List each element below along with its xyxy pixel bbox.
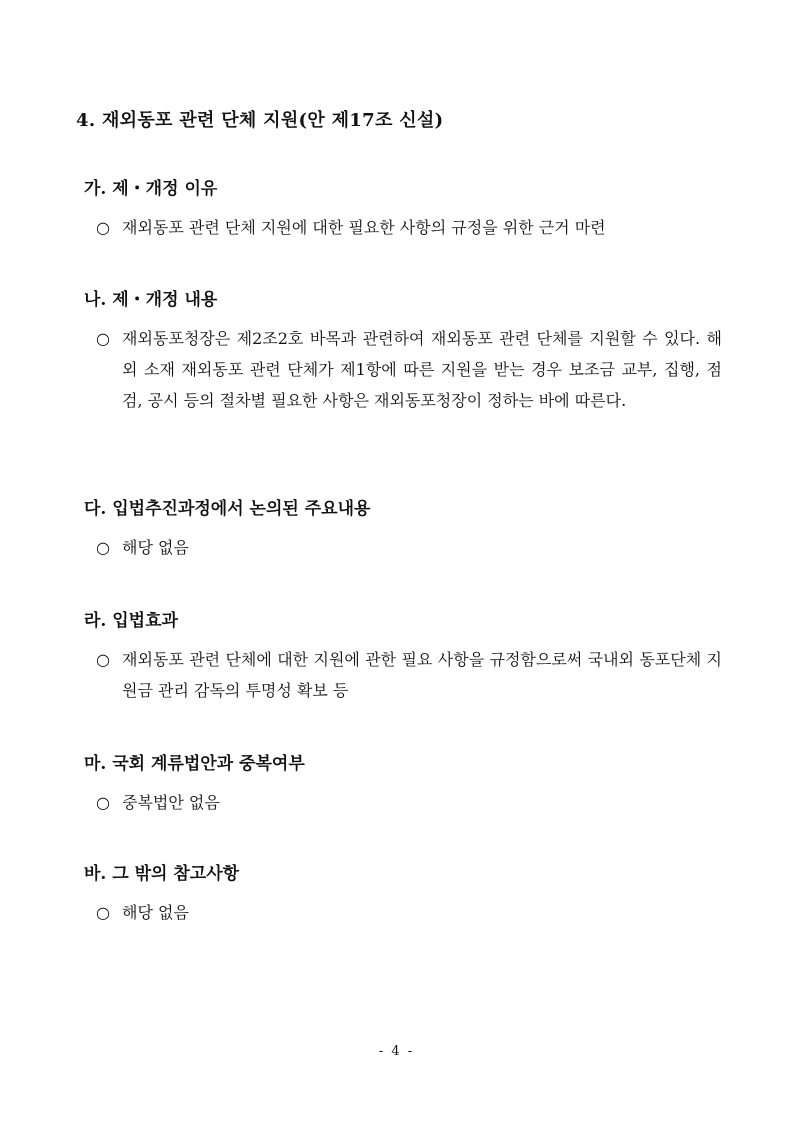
bullet-circle-icon: ○ [96, 329, 110, 348]
section-heading: 가. 제・개정 이유 [84, 179, 218, 199]
bullet-text: 해당 없음 [122, 538, 189, 557]
bullet-circle-icon: ○ [96, 538, 110, 557]
section-effect [84, 606, 734, 700]
section-heading: 나. 제・개정 내용 [84, 290, 218, 310]
bullet-item [96, 897, 722, 928]
section-heading: 마. 국회 계류법안과 중복여부 [84, 754, 305, 774]
bullet-text: 재외동포청장은 제2조2호 바목과 관련하여 재외동포 관련 단체를 지원할 수 있다. 해외 소재 재외동포 관련 단체가 제1항에 따른 지원을 받는 경우 보조금 교부, 집행, 점검, 공시 등의 절차별 필요한 사항은 재외동포청장이 정하는 바에 따른다. [122, 329, 722, 410]
bullet-item [96, 532, 722, 563]
bullet-circle-icon: ○ [96, 903, 110, 922]
section-heading: 바. 그 밖의 참고사항 [84, 864, 240, 884]
section-discussion [84, 494, 734, 557]
section-notes [84, 859, 734, 922]
bullet-text: 중복법안 없음 [122, 793, 220, 812]
section-content [84, 285, 734, 410]
section-duplicate [84, 749, 734, 812]
bullet-text: 재외동포 관련 단체 지원에 대한 필요한 사항의 규정을 위한 근거 마련 [122, 218, 606, 237]
bullet-circle-icon: ○ [96, 218, 110, 237]
bullet-item [96, 323, 722, 416]
section-reason [84, 174, 734, 237]
section-heading: 라. 입법효과 [84, 611, 178, 631]
main-title: 4. 재외동포 관련 단체 지원(안 제17조 신설) [76, 110, 444, 131]
bullet-text: 해당 없음 [122, 903, 189, 922]
section-heading: 다. 입법추진과정에서 논의된 주요내용 [84, 499, 371, 519]
bullet-item [96, 212, 722, 243]
bullet-circle-icon: ○ [96, 650, 110, 669]
page-number: - 4 - [378, 1044, 415, 1059]
bullet-item [96, 644, 722, 706]
bullet-text: 재외동포 관련 단체에 대한 지원에 관한 필요 사항을 규정함으로써 국내외 동포단체 지원금 관리 감독의 투명성 확보 등 [122, 650, 722, 700]
bullet-item [96, 787, 722, 818]
bullet-circle-icon: ○ [96, 793, 110, 812]
